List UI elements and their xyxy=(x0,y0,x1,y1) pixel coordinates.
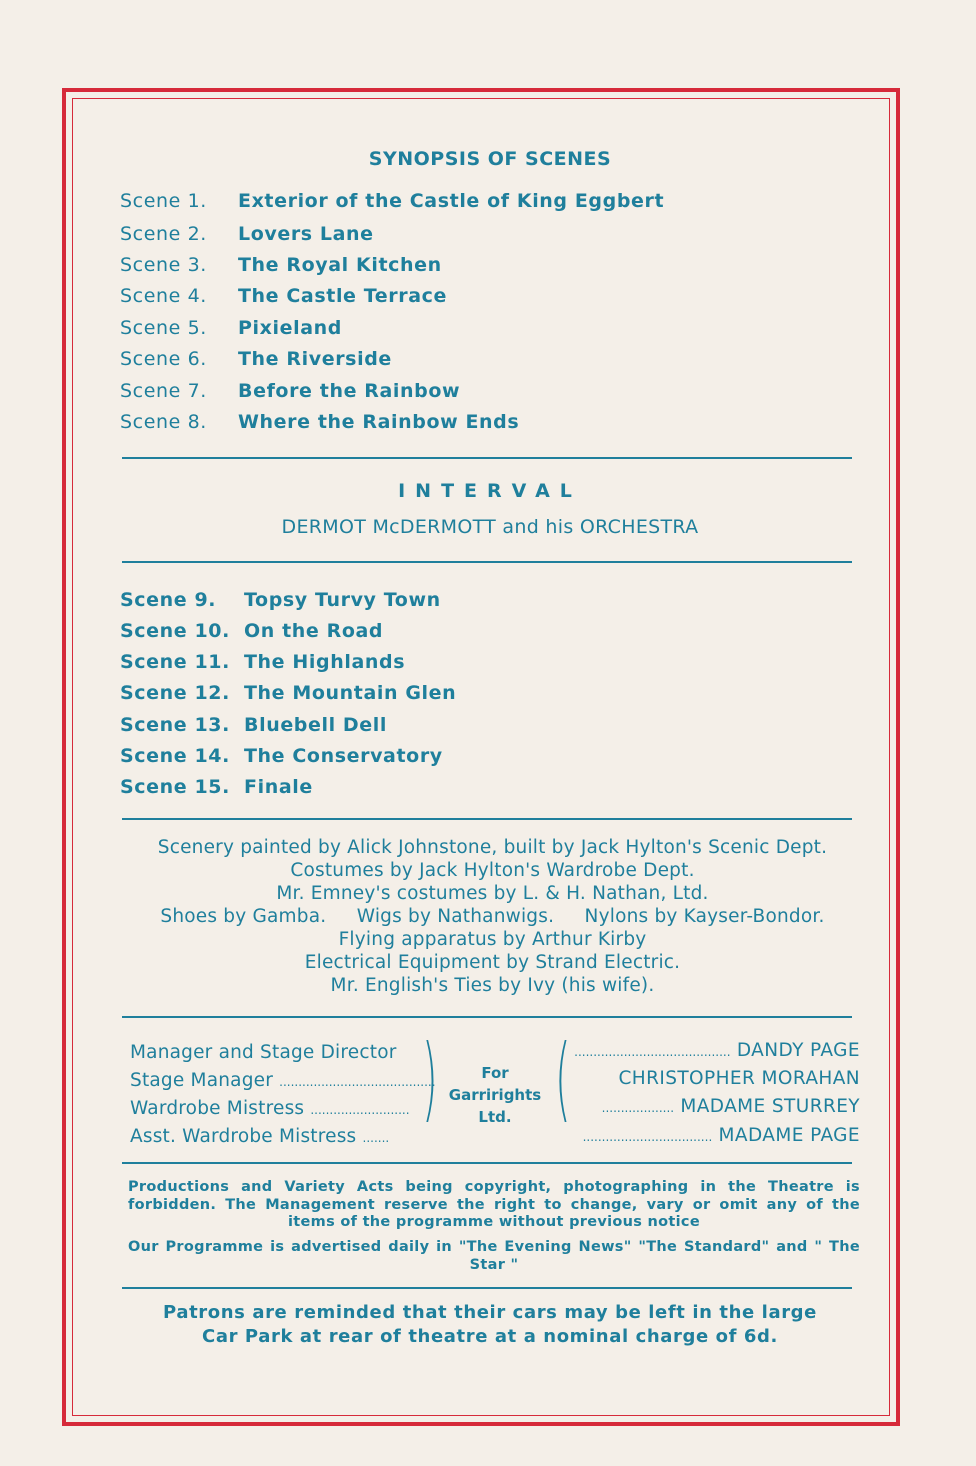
scene-row xyxy=(120,589,441,611)
scene-label: Scene 11. xyxy=(120,651,230,673)
credit-line: Flying apparatus by Arthur Kirby xyxy=(338,929,647,950)
scene-label: Scene 6. xyxy=(120,348,207,370)
scene-name: Bluebell Dell xyxy=(244,714,388,736)
divider xyxy=(122,561,852,563)
scene-row xyxy=(120,254,442,276)
leader-dots: ......................................... xyxy=(574,1045,731,1059)
role-text: Stage Manager xyxy=(130,1070,274,1091)
scene-label: Scene 8. xyxy=(120,411,207,433)
scene-label: Scene 5. xyxy=(120,317,207,339)
credit-line: Scenery painted by Alick Johnstone, built by Jack Hylton's Scenic Dept. xyxy=(157,837,828,858)
for-line: For xyxy=(481,1064,509,1082)
scene-row xyxy=(120,776,313,798)
scene-name: Lovers Lane xyxy=(238,223,374,245)
scene-row xyxy=(120,348,392,370)
staff-name xyxy=(602,1096,860,1117)
name-text: DANDY PAGE xyxy=(736,1040,860,1061)
scene-label: Scene 7. xyxy=(120,380,207,402)
scene-label: Scene 1. xyxy=(120,190,207,212)
scene-row xyxy=(120,745,443,767)
scene-label: Scene 9. xyxy=(120,589,217,611)
scene-row xyxy=(120,190,664,212)
leader-dots: .................................. xyxy=(582,1130,713,1144)
right-brace: ( xyxy=(555,1027,571,1133)
staff-name xyxy=(618,1068,860,1089)
scene-name: The Riverside xyxy=(238,348,392,370)
scene-name: Pixieland xyxy=(238,317,342,339)
for-company xyxy=(440,1062,550,1128)
scene-name: Topsy Turvy Town xyxy=(244,589,441,611)
scene-name: The Mountain Glen xyxy=(244,682,457,704)
credit-line: Shoes by Gamba. Wigs by Nathanwigs. Nylons by Kayser-Bondor. xyxy=(160,906,825,927)
leader-dots: ......................................... xyxy=(279,1075,436,1089)
scene-name: The Highlands xyxy=(244,651,406,673)
divider xyxy=(122,457,852,459)
scene-label: Scene 13. xyxy=(120,714,230,736)
scene-label: Scene 4. xyxy=(120,285,207,307)
staff-name xyxy=(583,1125,860,1146)
staff-role xyxy=(130,1126,389,1147)
credits-block xyxy=(120,836,865,997)
scene-row xyxy=(120,714,387,736)
scene-name: On the Road xyxy=(244,620,384,642)
scene-row xyxy=(120,223,374,245)
staff-role xyxy=(130,1042,397,1063)
scene-label: Scene 12. xyxy=(120,682,230,704)
left-brace: ) xyxy=(422,1027,438,1133)
scene-row xyxy=(120,682,456,704)
scene-name: The Castle Terrace xyxy=(238,285,447,307)
orchestra-line: DERMOT McDERMOTT and his ORCHESTRA xyxy=(281,516,699,538)
copyright-notice: Productions and Variety Acts being copyright, photographing in the Theatre is forbidden. The Management reserve the right to change, vary or omit any of the items of the programme without previous notice xyxy=(128,1179,860,1230)
leader-dots: .......................... xyxy=(310,1103,410,1117)
credit-line: Mr. Emney's costumes by L. & H. Nathan, Ltd. xyxy=(276,883,709,904)
advertised-notice: Our Programme is advertised daily in "The Evening News" "The Standard" and " The Star " xyxy=(128,1239,860,1273)
scene-row xyxy=(120,651,405,673)
leader-dots: ....... xyxy=(362,1131,390,1145)
staff-role xyxy=(130,1070,436,1091)
scene-row xyxy=(120,317,342,339)
scene-row xyxy=(120,380,460,402)
scene-row xyxy=(120,285,447,307)
role-text: Manager and Stage Director xyxy=(130,1042,397,1063)
scene-label: Scene 15. xyxy=(120,776,230,798)
for-line: Garrirights xyxy=(448,1086,542,1104)
divider xyxy=(122,1162,852,1164)
leader-dots: ................... xyxy=(601,1101,675,1115)
patrons-notice xyxy=(120,1301,860,1349)
scene-name: The Royal Kitchen xyxy=(238,254,442,276)
scene-label: Scene 10. xyxy=(120,620,230,642)
scene-label: Scene 14. xyxy=(120,745,230,767)
scene-label: Scene 2. xyxy=(120,223,207,245)
name-text: MADAME STURREY xyxy=(680,1096,860,1117)
scene-name: Exterior of the Castle of King Eggbert xyxy=(238,190,665,212)
credit-line: Electrical Equipment by Strand Electric. xyxy=(304,952,681,973)
patrons-line: Patrons are reminded that their cars may be left in the large xyxy=(163,1302,817,1323)
scene-row xyxy=(120,411,519,433)
scene-row xyxy=(120,620,383,642)
divider xyxy=(122,1016,852,1018)
patrons-line: Car Park at rear of theatre at a nominal charge of 6d. xyxy=(202,1326,778,1347)
scene-label: Scene 3. xyxy=(120,254,207,276)
staff-role xyxy=(130,1098,410,1119)
divider xyxy=(122,1287,852,1289)
staff-name xyxy=(574,1040,860,1061)
for-line: Ltd. xyxy=(478,1108,512,1126)
scene-name: The Conservatory xyxy=(244,745,443,767)
scene-name: Before the Rainbow xyxy=(238,380,461,402)
scene-name: Where the Rainbow Ends xyxy=(238,411,520,433)
role-text: Wardrobe Mistress xyxy=(130,1098,305,1119)
role-text: Asst. Wardrobe Mistress xyxy=(130,1126,357,1147)
synopsis-title: SYNOPSIS OF SCENES xyxy=(368,148,612,170)
interval-heading: INTERVAL xyxy=(398,480,582,502)
name-text: CHRISTOPHER MORAHAN xyxy=(618,1068,860,1089)
divider xyxy=(122,818,852,820)
credit-line: Mr. English's Ties by Ivy (his wife). xyxy=(330,975,655,996)
credit-line: Costumes by Jack Hylton's Wardrobe Dept. xyxy=(290,860,695,881)
name-text: MADAME PAGE xyxy=(718,1125,860,1146)
scene-name: Finale xyxy=(244,776,313,798)
